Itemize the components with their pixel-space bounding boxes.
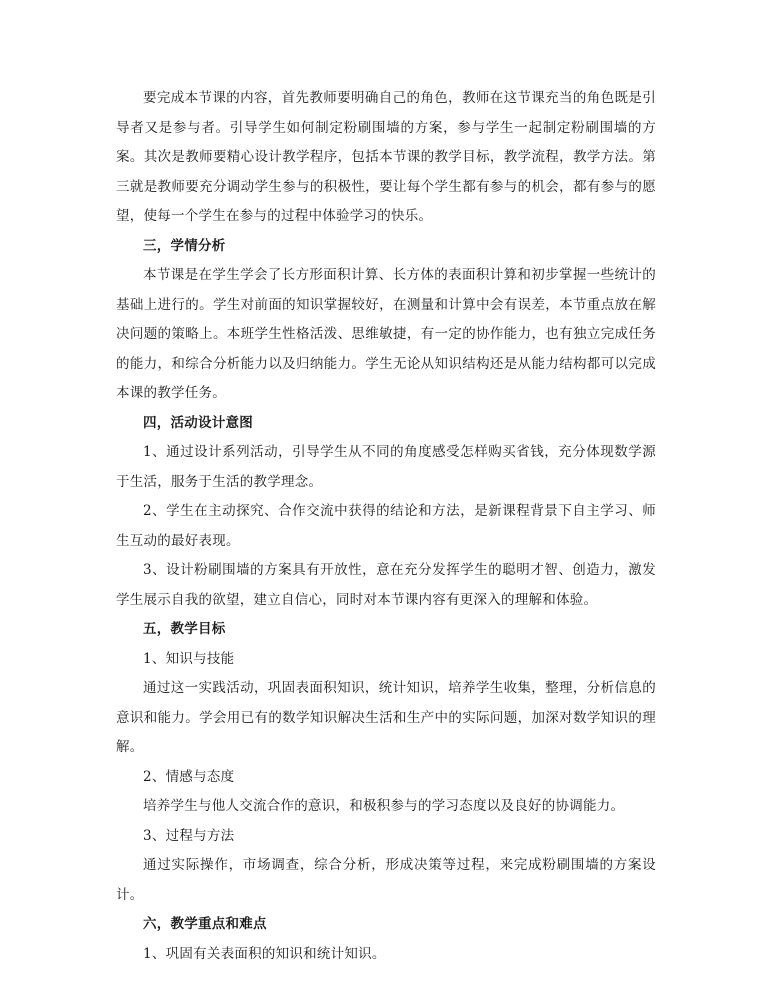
paragraph-student-analysis: 本节课是在学生学会了长方形面积计算、长方体的表面积计算和初步掌握一些统计的基础上进行的。学生对前面的知识掌握较好，在测量和计算中会有误差，本节重点放在解决问题的策略上。本班学生性格活泼、思维敏捷，有一定的协作能力，也有独立完成任务的能力，和综合分析能力以及归纳能力。学生无论从知识结构还是从能力结构都可以完成本课的教学任务。 bbox=[116, 267, 656, 401]
section-heading-key-points: 六，教学重点和难点 bbox=[143, 916, 267, 932]
paragraph-process-method: 通过实际操作，市场调查，综合分析，形成决策等过程，来完成粉刷围墙的方案设计。 bbox=[116, 857, 656, 903]
subheading-emotion-attitude: 2、情感与态度 bbox=[143, 768, 235, 785]
paragraph-role-of-teacher: 要完成本节课的内容，首先教师要明确自己的角色，教师在这节课充当的角色既是引导者又是参与者。引导学生如何制定粉刷围墙的方案，参与学生一起制定粉刷围墙的方案。其次是教师要精心设计教学程序，包括本节课的教学目标，教学流程，教学方法。第三就是教师要充分调动学生参与的积极性，要让每个学生都有参与的机会，都有参与的愿望，使每一个学生在参与的过程中体验学习的快乐。 bbox=[116, 90, 656, 224]
paragraph-activity-design-1: 1、通过设计系列活动，引导学生从不同的角度感受怎样购买省钱，充分体现数学源于生活，服务于生活的教学理念。 bbox=[116, 444, 656, 490]
section-heading-student-analysis: 三，学情分析 bbox=[143, 237, 226, 254]
paragraph-knowledge-skills: 通过这一实践活动，巩固表面积知识，统计知识，培养学生收集，整理，分析信息的意识和能力。学会用已有的数学知识解决生活和生产中的实际问题，加深对数学知识的理解。 bbox=[116, 680, 656, 755]
subheading-knowledge-skills: 1、知识与技能 bbox=[143, 650, 235, 667]
paragraph-key-points-1: 1、巩固有关表面积的知识和统计知识。 bbox=[143, 945, 386, 962]
paragraph-activity-design-2: 2、学生在主动探究、合作交流中获得的结论和方法，是新课程背景下自主学习、师生互动的最好表现。 bbox=[116, 503, 656, 549]
paragraph-emotion-attitude: 培养学生与他人交流合作的意识，和极积参与的学习态度以及良好的协调能力。 bbox=[143, 798, 625, 814]
subheading-process-method: 3、过程与方法 bbox=[143, 827, 235, 844]
section-heading-teaching-goals: 五，教学目标 bbox=[143, 621, 226, 637]
document-page bbox=[116, 84, 656, 969]
section-heading-activity-design: 四，活动设计意图 bbox=[143, 414, 253, 431]
paragraph-activity-design-3: 3、设计粉刷围墙的方案具有开放性，意在充分发挥学生的聪明才智、创造力，激发学生展示自我的欲望，建立自信心，同时对本节课内容有更深入的理解和体验。 bbox=[116, 562, 656, 608]
